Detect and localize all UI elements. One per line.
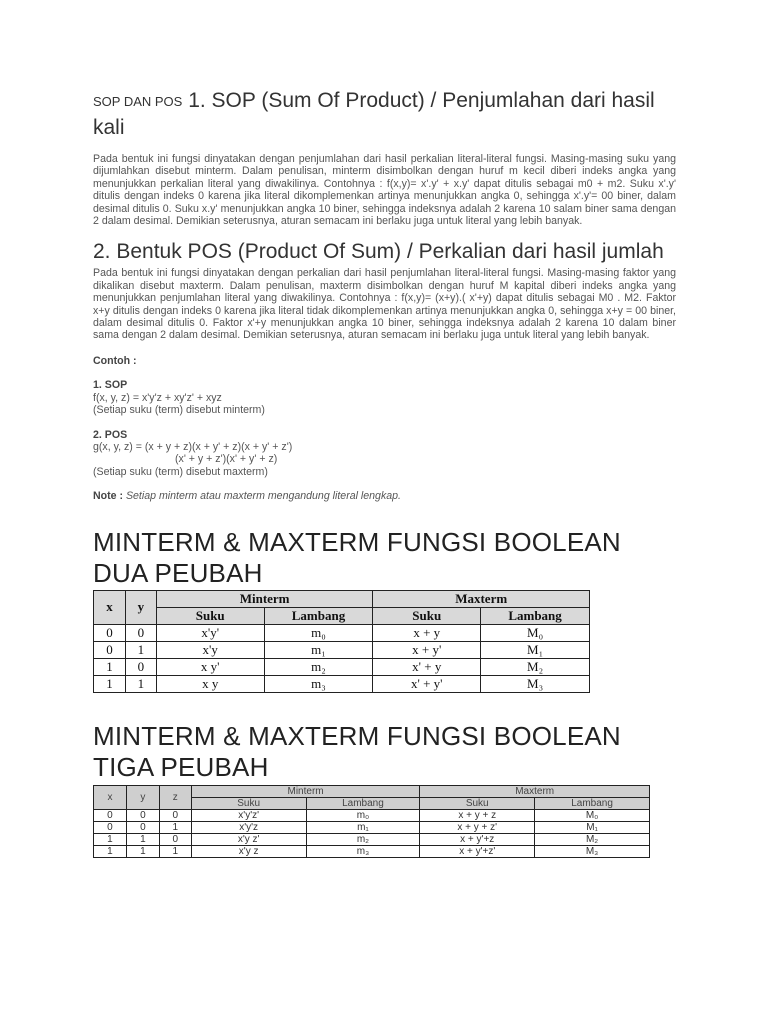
cell-min-suku: x y' bbox=[156, 658, 264, 675]
cell-min-lambang: m₀ bbox=[264, 624, 373, 641]
cell-max-lambang: M₀ bbox=[535, 809, 650, 821]
cell-max-suku: x' + y bbox=[373, 658, 481, 675]
cell-max-lambang: M₀ bbox=[481, 624, 590, 641]
col-maxterm: Maxterm bbox=[420, 785, 650, 797]
cell-max-lambang: M₂ bbox=[535, 833, 650, 845]
sop-heading-text: 1. SOP (Sum Of Product) / Penjumlahan dari hasil kali bbox=[93, 89, 655, 139]
cell-min-suku: x'y' bbox=[156, 624, 264, 641]
cell-y: 0 bbox=[126, 809, 159, 821]
col-x: x bbox=[94, 785, 127, 809]
cell-min-lambang: m₃ bbox=[264, 675, 373, 692]
pos-example-note: (Setiap suku (term) disebut maxterm) bbox=[93, 465, 268, 478]
cell-min-suku: x'y'z bbox=[191, 821, 306, 833]
cell-min-lambang: m₂ bbox=[264, 658, 373, 675]
cell-min-lambang: m₀ bbox=[306, 809, 420, 821]
col-min-lambang: Lambang bbox=[306, 797, 420, 809]
table-row bbox=[94, 624, 590, 641]
cell-y: 0 bbox=[126, 821, 159, 833]
table-row bbox=[94, 641, 590, 658]
pos-example-expr-1: g(x, y, z) = (x + y + z)(x + y' + z)(x + y' + z') bbox=[93, 440, 293, 453]
cell-y: 1 bbox=[125, 675, 156, 692]
cell-y: 1 bbox=[126, 833, 159, 845]
cell-y: 1 bbox=[125, 641, 156, 658]
cell-max-lambang: M₃ bbox=[535, 845, 650, 857]
cell-max-suku: x + y + z' bbox=[420, 821, 535, 833]
col-min-lambang: Lambang bbox=[264, 607, 373, 624]
cell-z: 1 bbox=[159, 845, 191, 857]
cell-min-suku: x y bbox=[156, 675, 264, 692]
note-label: Note : bbox=[93, 490, 124, 503]
cell-x: 1 bbox=[94, 658, 126, 675]
contoh-label: Contoh : bbox=[93, 354, 137, 367]
cell-y: 0 bbox=[125, 624, 156, 641]
table-row bbox=[94, 809, 650, 821]
cell-min-lambang: m₂ bbox=[306, 833, 420, 845]
sop-example-expr: f(x, y, z) = x'y'z + xy'z' + xyz bbox=[93, 391, 222, 404]
title-tiga-peubah: MINTERM & MAXTERM FUNGSI BOOLEAN TIGA PEUBAH bbox=[93, 720, 621, 782]
cell-min-lambang: m₁ bbox=[264, 641, 373, 658]
table-row bbox=[94, 658, 590, 675]
col-minterm: Minterm bbox=[191, 785, 420, 797]
cell-max-lambang: M₃ bbox=[481, 675, 590, 692]
cell-x: 0 bbox=[94, 641, 126, 658]
sop-heading bbox=[93, 88, 676, 141]
note-line bbox=[93, 490, 676, 502]
cell-min-suku: x'y z bbox=[191, 845, 306, 857]
table-row bbox=[94, 833, 650, 845]
sop-example-label: 1. SOP bbox=[93, 379, 128, 392]
cell-max-suku: x + y bbox=[373, 624, 481, 641]
cell-x: 1 bbox=[94, 675, 126, 692]
sop-paragraph: Pada bentuk ini fungsi dinyatakan dengan penjumlahan dari hasil perkalian literal-literal fungsi. Masing-masing suku yang dijumlahkan disebut minterm. Dalam penulisan, minterm disimbolkan dengan huruf m kecil diberi indeks angka yang menunjukkan perkalian literal yang diwakilinya. Contohnya : f(x,y)= x'.y' + x.y' dapat ditulis sebagai m0 + m2. Suku x'.y' ditulis dengan indeks 0 karena jika literal dikomplemenkan artinya menunjukkan angka 0, sehingga x'.y'= 00 biner, dalam desimal ditulis 0. Suku x.y' menunjukkan angka 10 biner, sehingga indeksnya adalah 2 karena 10 salam biner sama dengan 2 dalam desimal. Demikian seterusnya, aturan semacam ini berlaku juga untuk literal yang lebih banyak. bbox=[93, 153, 676, 228]
cell-x: 0 bbox=[94, 809, 127, 821]
cell-min-suku: x'y'z' bbox=[191, 809, 306, 821]
col-max-lambang: Lambang bbox=[481, 607, 590, 624]
col-y: y bbox=[126, 785, 159, 809]
table-dua-peubah bbox=[93, 590, 590, 693]
table-row bbox=[94, 821, 650, 833]
cell-x: 1 bbox=[94, 845, 127, 857]
col-maxterm: Maxterm bbox=[373, 590, 590, 607]
cell-max-lambang: M₁ bbox=[535, 821, 650, 833]
cell-x: 0 bbox=[94, 624, 126, 641]
col-max-suku: Suku bbox=[373, 607, 481, 624]
pos-example-label: 2. POS bbox=[93, 428, 128, 441]
col-z: z bbox=[159, 785, 191, 809]
col-max-lambang: Lambang bbox=[535, 797, 650, 809]
col-min-suku: Suku bbox=[156, 607, 264, 624]
title-dua-peubah: MINTERM & MAXTERM FUNGSI BOOLEAN DUA PEUBAH bbox=[93, 526, 621, 588]
cell-max-lambang: M₁ bbox=[481, 641, 590, 658]
sop-example-note: (Setiap suku (term) disebut minterm) bbox=[93, 404, 265, 417]
cell-z: 0 bbox=[159, 833, 191, 845]
document-page bbox=[93, 88, 676, 858]
cell-min-lambang: m₃ bbox=[306, 845, 420, 857]
col-min-suku: Suku bbox=[191, 797, 306, 809]
cell-max-suku: x + y' bbox=[373, 641, 481, 658]
col-y: y bbox=[125, 590, 156, 624]
cell-x: 0 bbox=[94, 821, 127, 833]
table-row bbox=[94, 675, 590, 692]
table-row bbox=[94, 845, 650, 857]
cell-z: 0 bbox=[159, 809, 191, 821]
heading-prefix: SOP DAN POS bbox=[93, 94, 183, 109]
cell-y: 1 bbox=[126, 845, 159, 857]
cell-min-suku: x'y z' bbox=[191, 833, 306, 845]
col-max-suku: Suku bbox=[420, 797, 535, 809]
cell-min-lambang: m₁ bbox=[306, 821, 420, 833]
cell-z: 1 bbox=[159, 821, 191, 833]
cell-x: 1 bbox=[94, 833, 127, 845]
pos-example-expr-2: (x' + y + z')(x' + y' + z) bbox=[175, 453, 278, 466]
pos-paragraph: Pada bentuk ini fungsi dinyatakan dengan perkalian dari hasil penjumlahan literal-literal fungsi. Masing-masing faktor yang dikalikan disebut maxterm. Dalam penulisan, maxterm disimbolkan dengan huruf M kapital diberi indeks angka yang menunjukkan penjumlahan literal yang diwakilinya. Contohnya : f(x,y)= (x+y).( x'+y) dapat ditulis sebagai M0 . M2. Faktor x+y ditulis dengan indeks 0 karena jika literal tidak dikomplemenkan artinya menunjukkan angka 0, sehingga x+y = 00 biner, dalam desimal ditulis 0. Faktor x'+y menunjukkan angka 10 biner, sehingga indeksnya adalah 2 karena 10 dalam biner sama dengan 2 dalam desimal. Demikian seterusnya, aturan semacam ini berlaku juga untuk literal yang lebih banyak. bbox=[93, 267, 676, 342]
col-x: x bbox=[94, 590, 126, 624]
cell-max-suku: x + y'+z bbox=[420, 833, 535, 845]
cell-max-suku: x' + y' bbox=[373, 675, 481, 692]
pos-heading: 2. Bentuk POS (Product Of Sum) / Perkalian dari hasil jumlah bbox=[93, 240, 664, 264]
cell-max-suku: x + y'+z' bbox=[420, 845, 535, 857]
col-minterm: Minterm bbox=[156, 590, 373, 607]
cell-max-lambang: M₂ bbox=[481, 658, 590, 675]
cell-y: 0 bbox=[125, 658, 156, 675]
note-text: Setiap minterm atau maxterm mengandung literal lengkap. bbox=[125, 490, 401, 503]
cell-max-suku: x + y + z bbox=[420, 809, 535, 821]
cell-min-suku: x'y bbox=[156, 641, 264, 658]
table-tiga-peubah bbox=[93, 785, 650, 858]
contoh-block bbox=[93, 355, 676, 503]
